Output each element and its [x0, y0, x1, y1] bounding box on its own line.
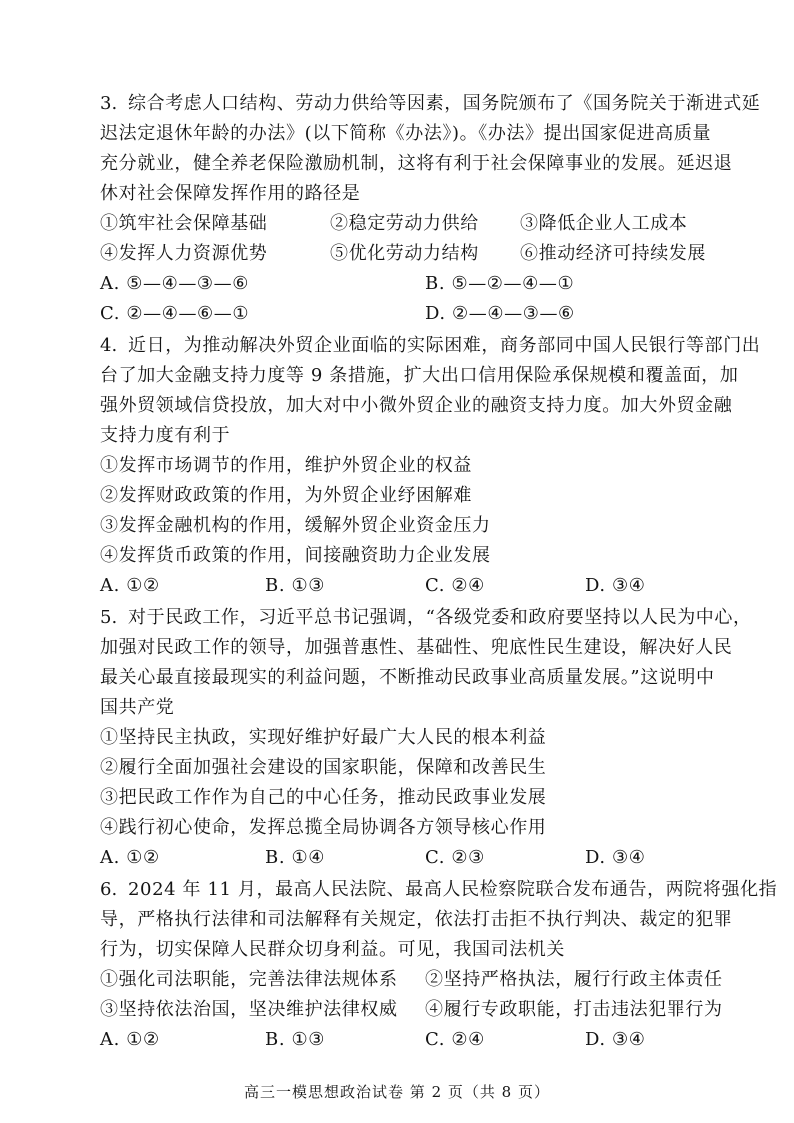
answer-choice-b: B. ①③ [265, 1029, 325, 1050]
question-stem-line: 对于民政工作，习近平总书记强调，“各级党委和政府要坚持以人民为中心， [128, 607, 752, 628]
answer-choice-a: A. ①② [100, 1029, 160, 1050]
statement-item: ①发挥市场调节的作用，维护外贸企业的权益 [100, 455, 472, 476]
question-stem-line: 导，严格执行法律和司法解释有关规定，依法打击拒不执行判决、裁定的犯罪 [100, 909, 733, 930]
question-stem-line: 行为，切实保障人民群众切身利益。可见，我国司法机关 [100, 939, 565, 960]
statement-item: ④发挥货币政策的作用，间接融资助力企业发展 [100, 545, 491, 566]
answer-choice-a: A. ①② [100, 575, 160, 596]
statement-item: ②履行全面加强社会建设的国家职能，保障和改善民生 [100, 757, 547, 778]
question-stem-line: 2024 年 11 月，最高人民法院、最高人民检察院联合发布通告，两院将强化指 [128, 879, 778, 900]
answer-choice-c: C. ②④ [425, 575, 485, 596]
question-stem-line: 综合考虑人口结构、劳动力供给等因素，国务院颁布了《国务院关于渐进式延 [128, 93, 761, 114]
question-number: 5. [100, 607, 118, 628]
statement-item: ③发挥金融机构的作用，缓解外贸企业资金压力 [100, 515, 491, 536]
question-number: 6. [100, 879, 118, 900]
statement-item: ①强化司法职能，完善法律法规体系 [100, 969, 398, 990]
statement-item: ④发挥人力资源优势 [100, 243, 268, 264]
statement-item: ③把民政工作作为自己的中心任务，推动民政事业发展 [100, 787, 547, 808]
answer-choice-c: C. ②—④—⑥—① [100, 303, 250, 324]
answer-choice-a: A. ①② [100, 847, 160, 868]
statement-item: ①坚持民主执政，实现好维护好最广大人民的根本利益 [100, 727, 547, 748]
answer-choice-d: D. ③④ [585, 1029, 646, 1050]
question-stem-line: 迟法定退休年龄的办法》(以下简称《办法》)。《办法》提出国家促进高质量 [100, 123, 712, 144]
question-stem-line: 支持力度有利于 [100, 425, 231, 446]
statement-item: ④践行初心使命，发挥总揽全局协调各方领导核心作用 [100, 817, 547, 838]
answer-choice-a: A. ⑤—④—③—⑥ [100, 273, 249, 294]
answer-choice-b: B. ①③ [265, 575, 325, 596]
statement-item: ①筑牢社会保障基础 [100, 213, 268, 234]
question-stem-line: 充分就业，健全养老保险激励机制，这将有利于社会保障事业的发展。延迟退 [100, 153, 733, 174]
statement-item: ②坚持严格执法，履行行政主体责任 [425, 969, 723, 990]
question-stem-line: 国共产党 [100, 697, 175, 718]
answer-choice-b: B. ①④ [265, 847, 325, 868]
question-number: 4. [100, 335, 118, 356]
statement-item: ⑥推动经济可持续发展 [520, 243, 706, 264]
question-stem-line: 台了加大金融支持力度等 9 条措施，扩大出口信用保险承保规模和覆盖面，加 [100, 365, 739, 386]
statement-item: ④履行专政职能，打击违法犯罪行为 [425, 999, 723, 1020]
question-number: 3. [100, 93, 118, 114]
question-stem-line: 强外贸领域信贷投放，加大对中小微外贸企业的融资支持力度。加大外贸金融 [100, 395, 733, 416]
answer-choice-b: B. ⑤—②—④—① [425, 273, 575, 294]
answer-choice-d: D. ②—④—③—⑥ [425, 303, 575, 324]
statement-item: ②稳定劳动力供给 [330, 213, 479, 234]
question-stem-line: 加强对民政工作的领导，加强普惠性、基础性、兜底性民生建设，解决好人民 [100, 637, 733, 658]
answer-choice-d: D. ③④ [585, 847, 646, 868]
question-stem-line: 近日，为推动解决外贸企业面临的实际困难，商务部同中国人民银行等部门出 [128, 335, 761, 356]
answer-choice-c: C. ②④ [425, 1029, 485, 1050]
statement-item: ③坚持依法治国，坚决维护法律权威 [100, 999, 398, 1020]
question-stem-line: 最关心最直接最现实的利益问题，不断推动民政事业高质量发展。”这说明中 [100, 667, 715, 688]
answer-choice-d: D. ③④ [585, 575, 646, 596]
statement-item: ③降低企业人工成本 [520, 213, 688, 234]
question-stem-line: 休对社会保障发挥作用的路径是 [100, 183, 361, 204]
statement-item: ②发挥财政政策的作用，为外贸企业纾困解难 [100, 485, 472, 506]
page-footer: 高三一模思想政治试卷 第 2 页（共 8 页） [244, 1083, 550, 1101]
answer-choice-c: C. ②③ [425, 847, 485, 868]
statement-item: ⑤优化劳动力结构 [330, 243, 479, 264]
